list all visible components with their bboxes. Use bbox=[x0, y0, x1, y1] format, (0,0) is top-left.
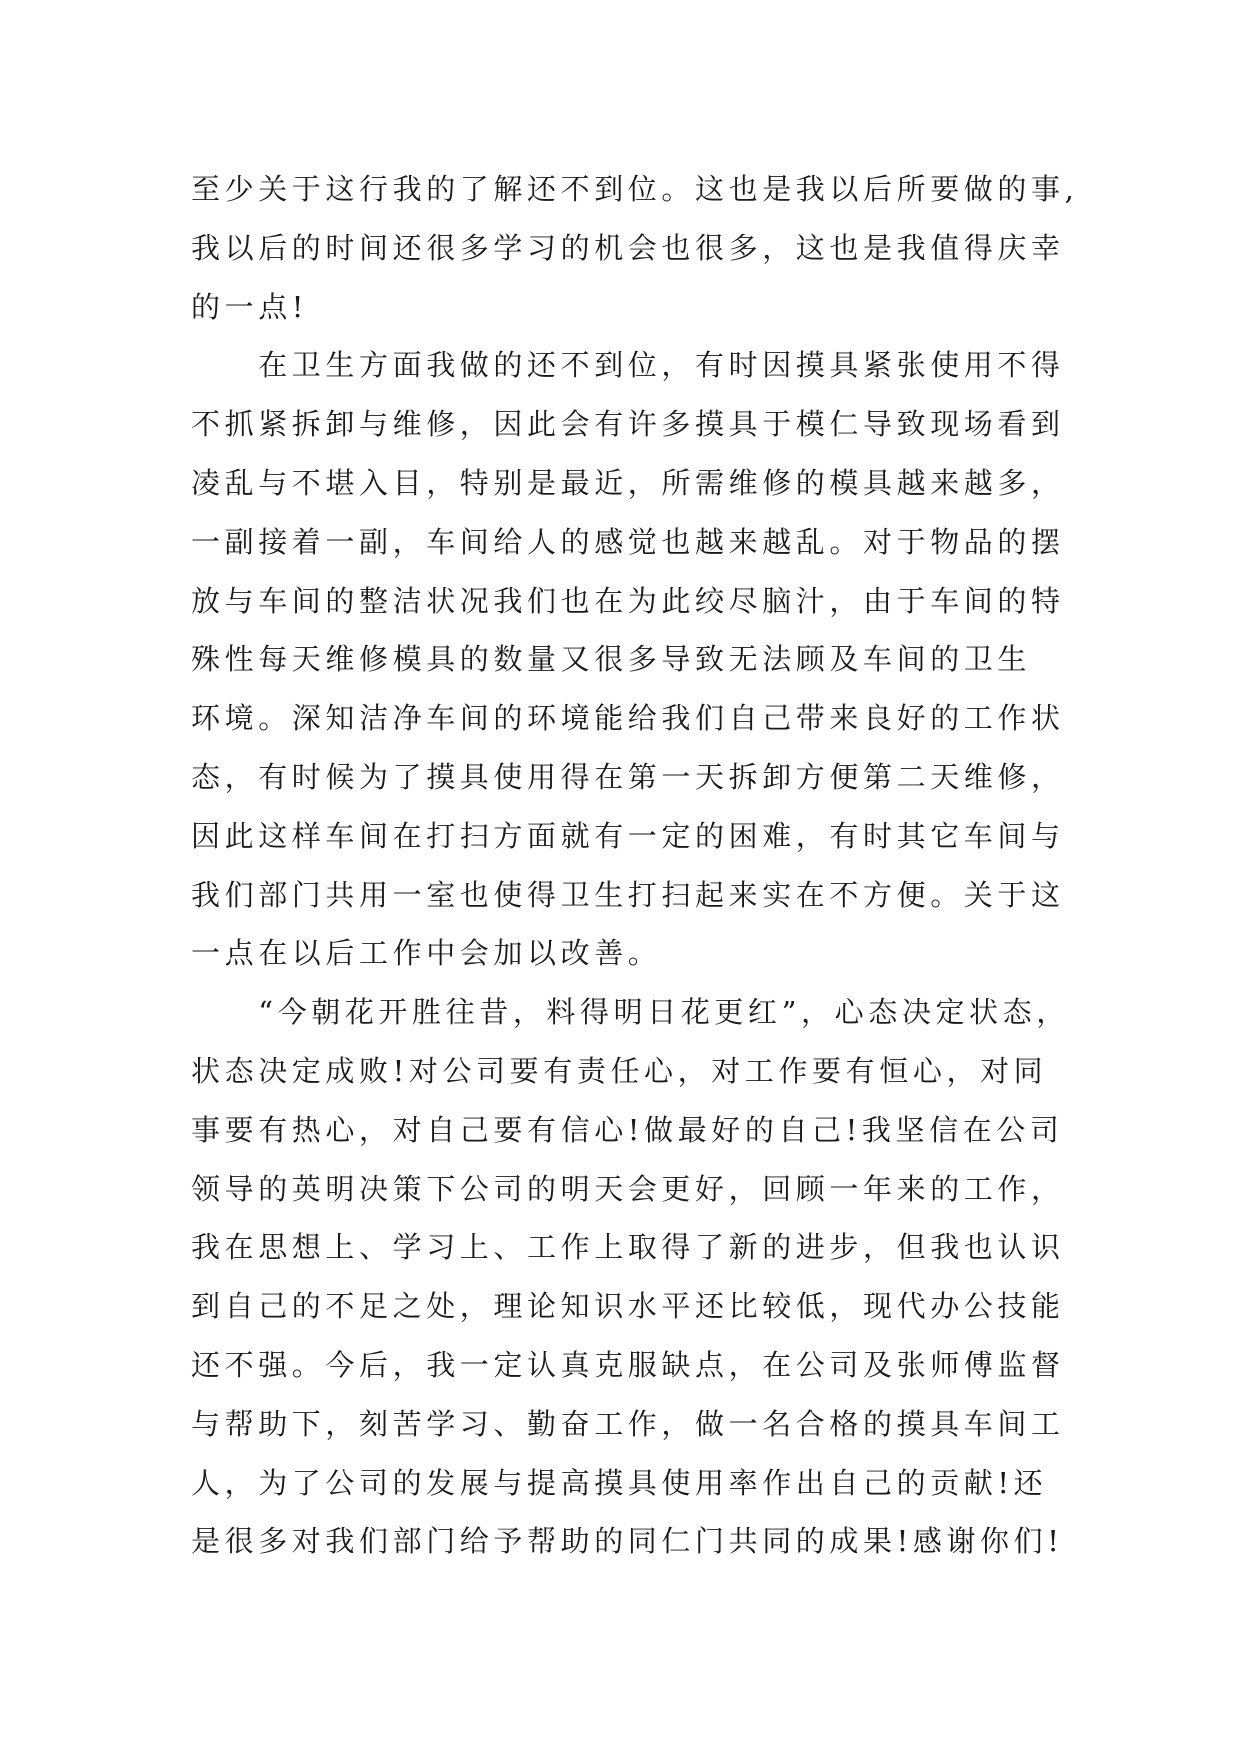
text-line: 放与车间的整洁状况我们也在为此绞尽脑汁，由于车间的特 bbox=[191, 583, 1065, 618]
body-text bbox=[191, 160, 1079, 1571]
text-line: 不抓紧拆卸与维修，因此会有许多摸具于模仁导致现场看到 bbox=[191, 407, 1065, 442]
text-line: 在卫生方面我做的还不到位，有时因摸具紧张使用不得 bbox=[191, 348, 1065, 383]
text-line: 态，有时候为了摸具使用得在第一天拆卸方便第二天维修， bbox=[191, 759, 1065, 794]
text-line: 状态决定成败!对公司要有责任心，对工作要有恒心，对同 bbox=[191, 1053, 1048, 1088]
text-line: 与帮助下，刻苦学习、勤奋工作，做一名合格的摸具车间工 bbox=[191, 1406, 1065, 1441]
text-line: 事要有热心，对自己要有信心!做最好的自己!我坚信在公司 bbox=[191, 1112, 1064, 1147]
text-line: 还不强。今后，我一定认真克服缺点，在公司及张师傅监督 bbox=[191, 1347, 1065, 1382]
text-line: “今朝花开胜往昔，料得明日花更红”，心态决定状态， bbox=[191, 995, 1070, 1030]
text-line: 我以后的时间还很多学习的机会也很多，这也是我值得庆幸 bbox=[191, 230, 1065, 265]
text-line: 因此这样车间在打扫方面就有一定的困难，有时其它车间与 bbox=[191, 818, 1065, 853]
text-line: 我们部门共用一室也使得卫生打扫起来实在不方便。关于这 bbox=[191, 877, 1065, 912]
text-line: 一副接着一副，车间给人的感觉也越来越乱。对于物品的摆 bbox=[191, 524, 1065, 559]
text-line: 至少关于这行我的了解还不到位。这也是我以后所要做的事, bbox=[191, 172, 1079, 206]
text-line: 人，为了公司的发展与提高摸具使用率作出自己的贡献!还 bbox=[191, 1465, 1048, 1500]
text-line: 我在思想上、学习上、工作上取得了新的进步，但我也认识 bbox=[191, 1230, 1065, 1265]
text-line: 凌乱与不堪入目，特别是最近，所需维修的模具越来越多， bbox=[191, 465, 1065, 500]
text-line: 一点在以后工作中会加以改善。 bbox=[191, 936, 662, 971]
text-line: 到自己的不足之处，理论知识水平还比较低，现代办公技能 bbox=[191, 1289, 1065, 1324]
text-line: 的一点! bbox=[191, 289, 309, 324]
text-line: 是很多对我们部门给予帮助的同仁门共同的成果!感谢你们! bbox=[191, 1524, 1064, 1559]
text-line: 环境。深知洁净车间的环境能给我们自己带来良好的工作状 bbox=[191, 701, 1065, 736]
text-line: 领导的英明决策下公司的明天会更好，回顾一年来的工作， bbox=[191, 1171, 1065, 1206]
text-line: 殊性每天维修模具的数量又很多导致无法顾及车间的卫生 bbox=[191, 642, 1032, 677]
